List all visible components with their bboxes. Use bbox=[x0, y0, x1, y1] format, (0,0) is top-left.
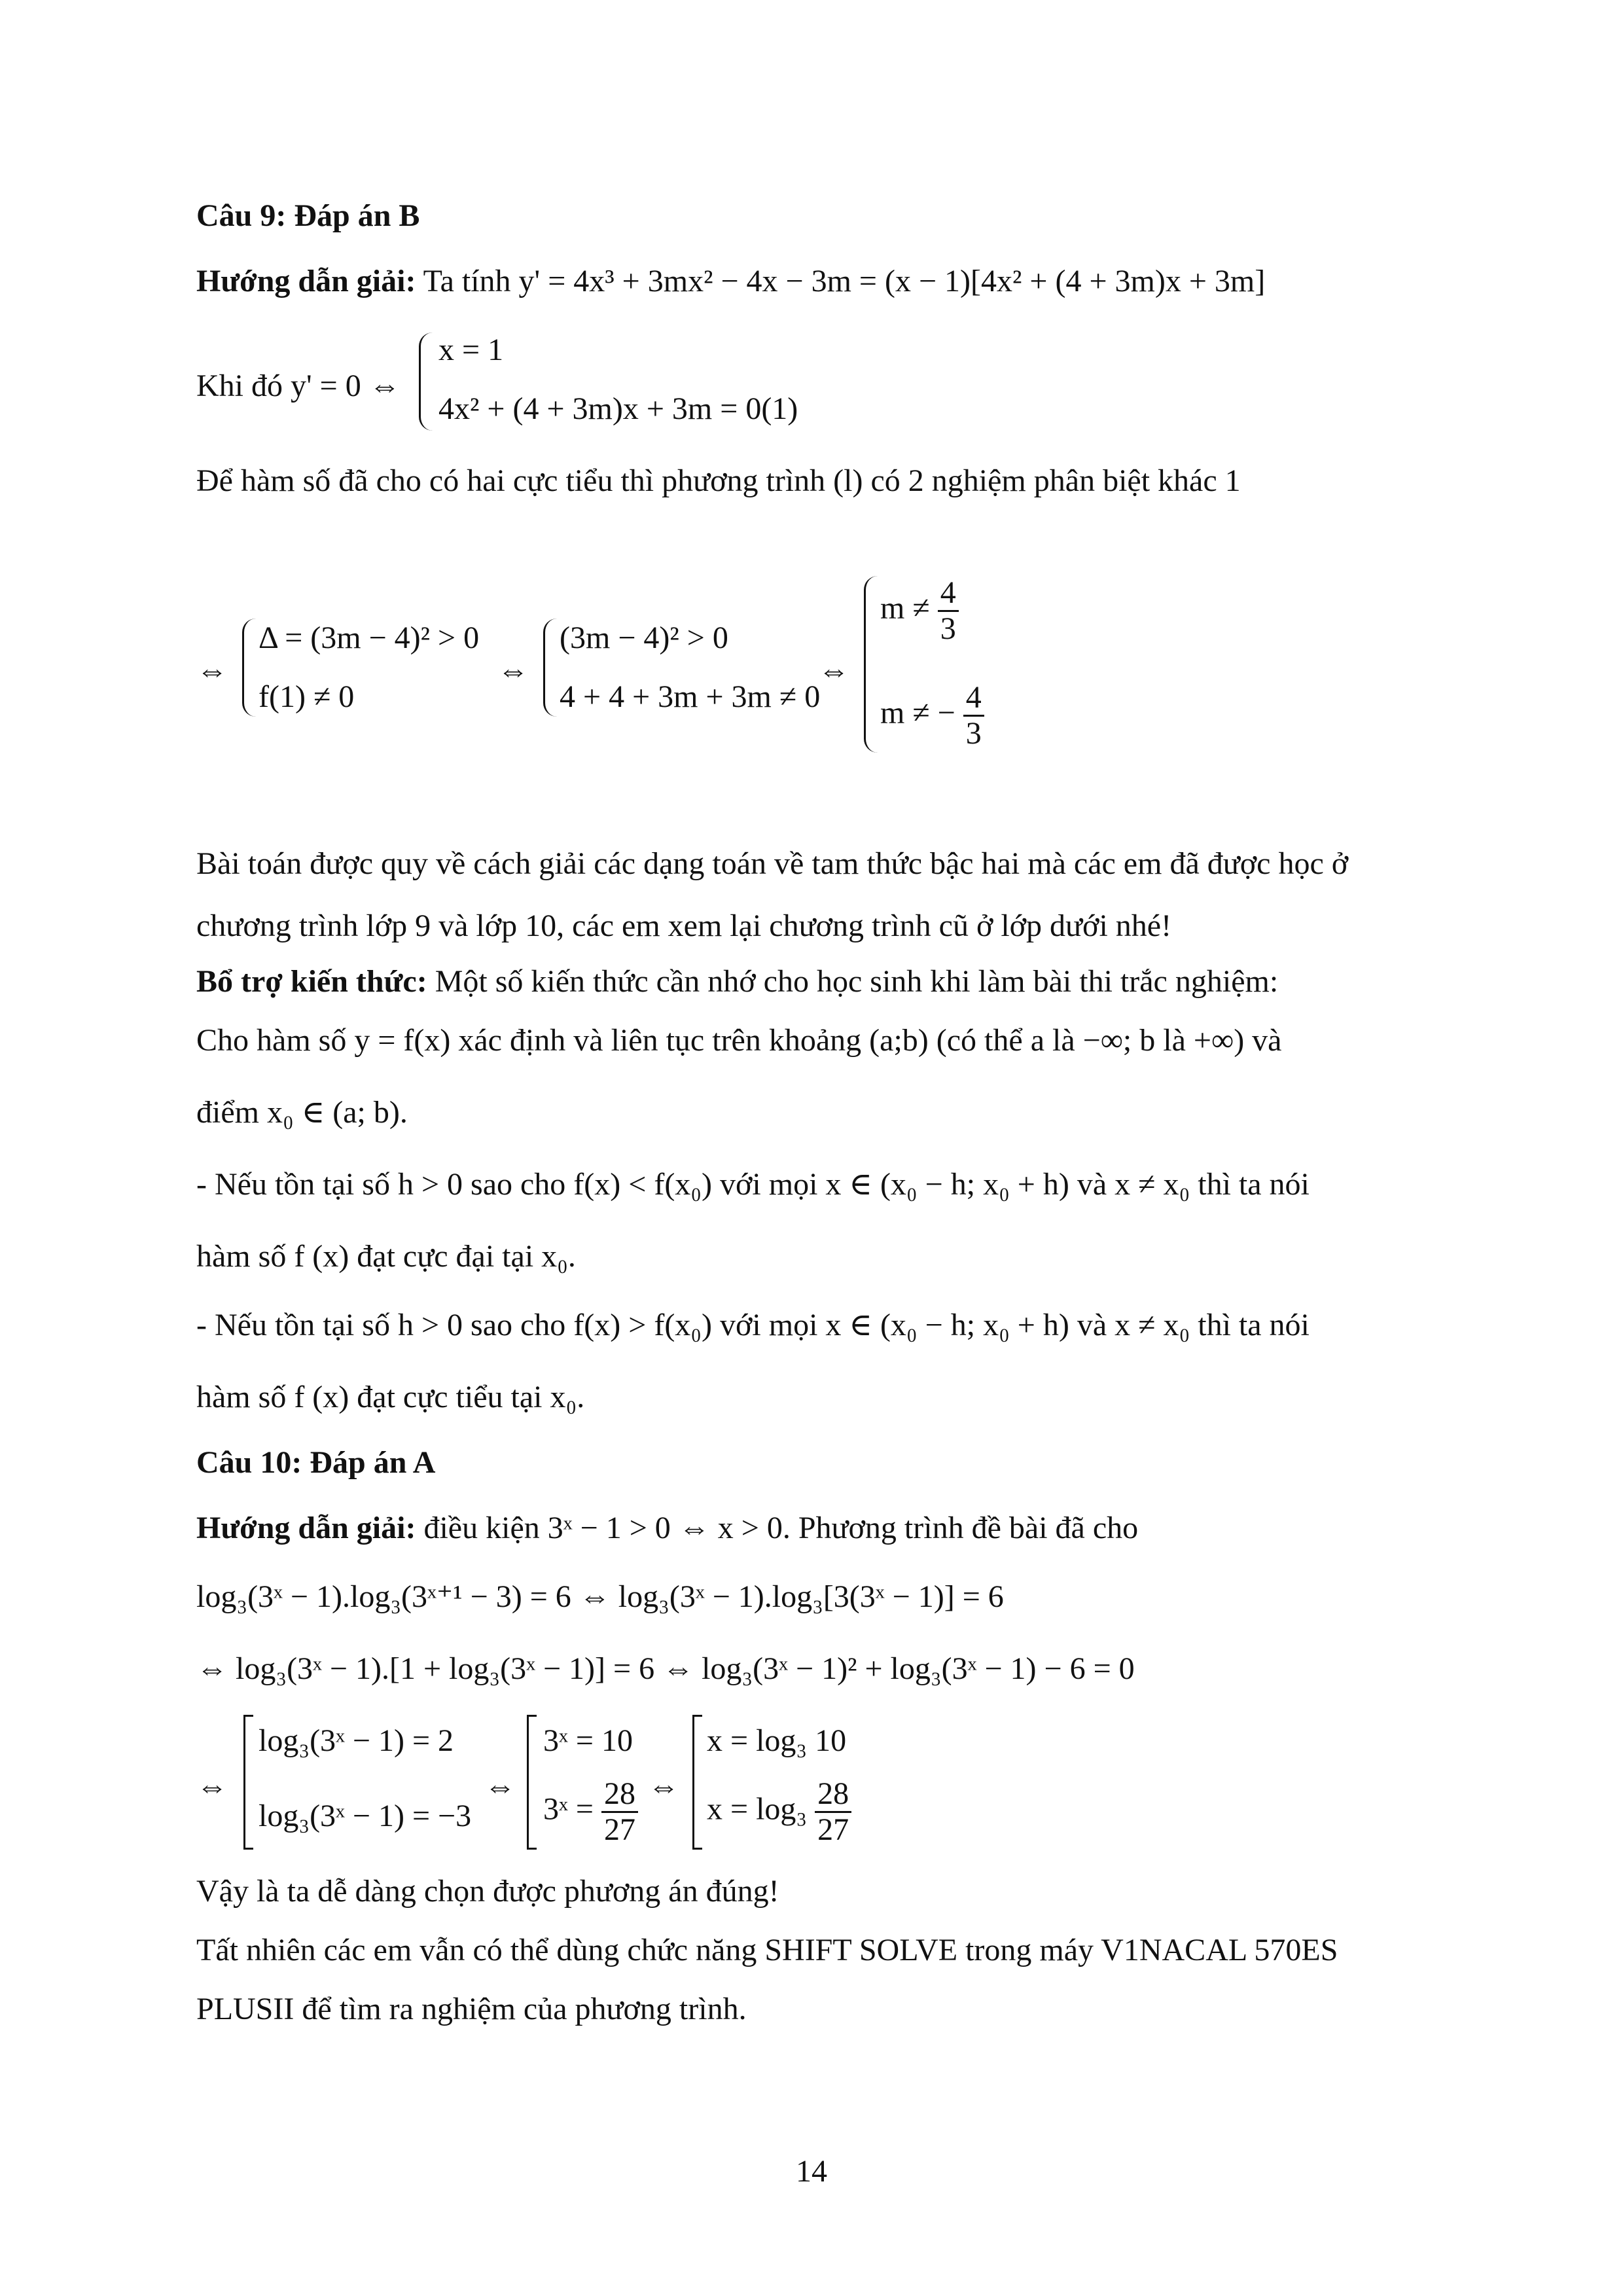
case1-a: log₃(3ˣ − 1) = 2 bbox=[259, 1723, 454, 1758]
q9-khi-do: Khi đó y' = 0 ⇔ bbox=[196, 368, 401, 403]
support-text: Một số kiến thức cần nhớ cho học sinh khi làm bài thi trắc nghiệm: bbox=[427, 964, 1279, 999]
frac-num: 4 bbox=[938, 576, 959, 612]
q9-system-line2: 4x² + (4 + 3m)x + 3m = 0(1) bbox=[438, 391, 798, 426]
case3-b bbox=[707, 1777, 851, 1847]
q10-condition: điều kiện 3ˣ − 1 > 0 ⇔ x > 0. Phương trình đề bài đã cho bbox=[416, 1511, 1139, 1545]
fraction-neg-4-3 bbox=[963, 681, 984, 751]
cond3-b-text: m ≠ − bbox=[880, 695, 955, 730]
q9-guide-label: Hướng dẫn giải: bbox=[196, 264, 416, 298]
case2-b-text: 3ˣ = bbox=[543, 1791, 594, 1827]
q10-guide bbox=[196, 1509, 1138, 1548]
q9-system-brace bbox=[419, 332, 433, 431]
case2-bracket bbox=[527, 1715, 537, 1850]
max-line2: hàm số f (x) đạt cực đại tại x₀. bbox=[196, 1239, 576, 1274]
q10-iff-2: ⇔ bbox=[484, 1769, 516, 1804]
cond3-a-text: m ≠ bbox=[880, 590, 930, 626]
frac-num: 4 bbox=[963, 681, 984, 717]
case3-b-text: x = log₃ bbox=[707, 1791, 808, 1827]
q10-title: Câu 10: Đáp án A bbox=[196, 1445, 436, 1480]
frac-den: 27 bbox=[817, 1812, 849, 1847]
cond1-brace bbox=[242, 619, 256, 717]
definition-line1: Cho hàm số y = f(x) xác định và liên tục trên khoảng (a;b) (có thể a là −∞; b là +∞) và bbox=[196, 1023, 1282, 1058]
page-number: 14 bbox=[796, 2154, 827, 2189]
iff-1: ⇔ bbox=[196, 653, 228, 688]
case2-b bbox=[543, 1777, 638, 1847]
cond2-a: (3m − 4)² > 0 bbox=[560, 620, 728, 655]
cond3-brace bbox=[864, 576, 878, 753]
q10-eq1: log₃(3ˣ − 1).log₃(3ˣ⁺¹ − 3) = 6 ⇔ log₃(3ˣ − 1).log₃[3(3ˣ − 1)] = 6 bbox=[196, 1579, 1004, 1614]
cond2-b: 4 + 4 + 3m + 3m ≠ 0 bbox=[560, 679, 821, 714]
max-line1: - Nếu tồn tại số h > 0 sao cho f(x) < f(x₀) với mọi x ∈ (x₀ − h; x₀ + h) và x ≠ x₀ thì ta nói bbox=[196, 1167, 1310, 1202]
cond3-b bbox=[880, 681, 984, 751]
cond1-b: f(1) ≠ 0 bbox=[259, 679, 355, 714]
frac-den: 27 bbox=[603, 1812, 635, 1847]
q9-para3: chương trình lớp 9 và lớp 10, các em xem lại chương trình cũ ở lớp dưới nhé! bbox=[196, 908, 1172, 943]
q9-guide bbox=[196, 262, 1265, 301]
min-line2: hàm số f (x) đạt cực tiểu tại x₀. bbox=[196, 1380, 585, 1414]
cond3-a bbox=[880, 576, 959, 646]
cond2-brace bbox=[543, 619, 557, 717]
q9-system-line1: x = 1 bbox=[438, 332, 504, 367]
frac-den: 3 bbox=[965, 716, 982, 751]
case3-a: x = log₃ 10 bbox=[707, 1723, 847, 1758]
iff-3: ⇔ bbox=[818, 653, 849, 688]
case1-b: log₃(3ˣ − 1) = −3 bbox=[259, 1799, 472, 1833]
q10-eq2: ⇔ log₃(3ˣ − 1).[1 + log₃(3ˣ − 1)] = 6 ⇔ log₃(3ˣ − 1)² + log₃(3ˣ − 1) − 6 = 0 bbox=[196, 1651, 1135, 1686]
q10-note2: PLUSII để tìm ra nghiệm của phương trình. bbox=[196, 1992, 747, 2026]
case1-bracket bbox=[243, 1715, 253, 1850]
frac-num: 28 bbox=[601, 1777, 638, 1813]
iff-2: ⇔ bbox=[497, 653, 529, 688]
min-line1: - Nếu tồn tại số h > 0 sao cho f(x) > f(x₀) với mọi x ∈ (x₀ − h; x₀ + h) và x ≠ x₀ thì ta nói bbox=[196, 1308, 1310, 1342]
frac-den: 3 bbox=[940, 611, 956, 646]
q9-para1: Để hàm số đã cho có hai cực tiểu thì phương trình (l) có 2 nghiệm phân biệt khác 1 bbox=[196, 463, 1241, 498]
support-label: Bổ trợ kiến thức: bbox=[196, 964, 427, 999]
q10-iff-1: ⇔ bbox=[196, 1769, 228, 1804]
case3-bracket bbox=[692, 1715, 702, 1850]
cond1-a: Δ = (3m − 4)² > 0 bbox=[259, 620, 480, 655]
q9-title: Câu 9: Đáp án B bbox=[196, 198, 420, 233]
q9-para2: Bài toán được quy về cách giải các dạng toán về tam thức bậc hai mà các em đã được học ở bbox=[196, 846, 1349, 881]
definition-line2: điểm x₀ ∈ (a; b). bbox=[196, 1095, 408, 1130]
q10-conclusion: Vậy là ta dễ dàng chọn được phương án đúng! bbox=[196, 1874, 779, 1909]
q10-note1: Tất nhiên các em vẫn có thể dùng chức năng SHIFT SOLVE trong máy V1NACAL 570ES bbox=[196, 1933, 1338, 1967]
support-line bbox=[196, 962, 1278, 1001]
fraction-28-27 bbox=[601, 1777, 638, 1847]
q10-guide-label: Hướng dẫn giải: bbox=[196, 1511, 416, 1545]
fraction-28-27b bbox=[815, 1777, 851, 1847]
q9-derivative: Ta tính y' = 4x³ + 3mx² − 4x − 3m = (x − 1)[4x² + (4 + 3m)x + 3m] bbox=[416, 264, 1266, 298]
case2-a: 3ˣ = 10 bbox=[543, 1723, 633, 1758]
frac-num: 28 bbox=[815, 1777, 851, 1813]
q10-iff-3: ⇔ bbox=[648, 1769, 679, 1804]
fraction-4-3 bbox=[938, 576, 959, 646]
